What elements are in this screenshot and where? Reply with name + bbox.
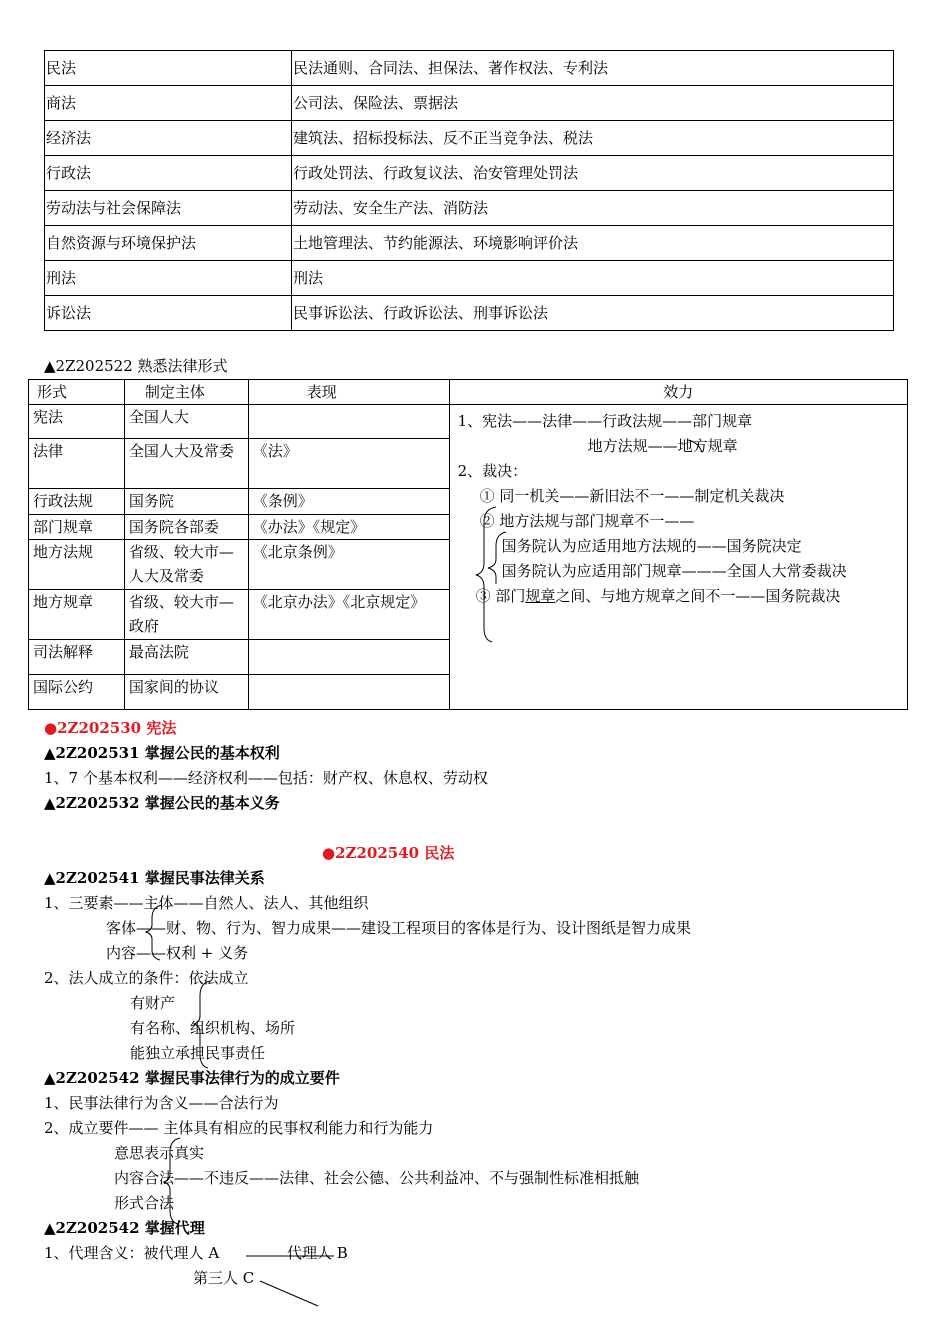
- agency-line-c: [260, 1281, 318, 1306]
- effect-line-7: 国务院认为应适用部门规章———全国人大常委裁决: [501, 562, 847, 580]
- law-category-cell: 劳动法与社会保障法: [45, 191, 292, 226]
- legal-person-brace: [194, 981, 210, 1068]
- form-cell: 法律: [29, 439, 125, 489]
- elements-brace: [146, 905, 162, 960]
- section-541-line-4: 2、法人成立的条件：依法成立: [44, 969, 249, 987]
- form-cell: 司法解释: [29, 640, 125, 675]
- section-541-heading: ▲2Z202541 掌握民事法律关系: [44, 869, 265, 887]
- effect-line-8a: ③ 部门: [475, 587, 526, 605]
- section-522-heading: ▲2Z202522 熟悉法律形式: [44, 357, 228, 375]
- law-list-cell: 公司法、保险法、票据法: [292, 86, 894, 121]
- header-effect: 效力: [449, 380, 907, 405]
- law-list-cell: 民事诉讼法、行政诉讼法、刑事诉讼法: [292, 296, 894, 331]
- validity-brace: [164, 1138, 180, 1224]
- maker-cell: 全国人大: [124, 405, 248, 439]
- law-list-cell: 民法通则、合同法、担保法、著作权法、专利法: [292, 51, 894, 86]
- third-party-c-label: 第三人 C: [193, 1269, 255, 1287]
- effect-line-1: 1、宪法——法律——行政法规——部门规章: [457, 412, 753, 430]
- form-cell: 部门规章: [29, 515, 125, 540]
- law-category-cell: 行政法: [45, 156, 292, 191]
- section-542-line-1: 1、民事法律行为含义——合法行为: [44, 1094, 279, 1112]
- section-541-line-7: 能独立承担民事责任: [130, 1044, 266, 1062]
- header-form: 形式: [29, 380, 125, 405]
- maker-cell: 全国人大及常委: [124, 439, 248, 489]
- form-cell: 地方规章: [29, 590, 125, 640]
- form-cell: 国际公约: [29, 675, 125, 710]
- maker-cell: 国务院: [124, 489, 248, 515]
- header-maker: 制定主体: [124, 380, 248, 405]
- expr-cell: 《条例》: [248, 489, 449, 515]
- maker-cell: 国务院各部委: [124, 515, 248, 540]
- section-542-line-5: 形式合法: [114, 1194, 175, 1212]
- agent-b-label: 代理人 B: [287, 1244, 348, 1262]
- maker-cell: 国家间的协议: [124, 675, 248, 710]
- effect-brace-1: [688, 440, 702, 452]
- effect-line-8b: 规章: [525, 587, 556, 605]
- section-531-line-1: 1、7 个基本权利——经济权利——包括：财产权、休息权、劳动权: [44, 769, 488, 787]
- section-541-line-5: 有财产: [130, 994, 176, 1012]
- effect-line-2: 地方法规——地方规章: [587, 437, 738, 455]
- law-list-cell: 刑法: [292, 261, 894, 296]
- effect-line-8c: 之间、与地方规章之间不一——国务院裁决: [555, 587, 841, 605]
- expr-cell: 《法》: [248, 439, 449, 489]
- expr-cell: 《北京办法》《北京规定》: [248, 590, 449, 640]
- section-542-line-4: 内容合法——不违反——法律、社会公德、公共利益冲、不与强制性标准相抵触: [114, 1169, 640, 1187]
- law-category-cell: 商法: [45, 86, 292, 121]
- section-542-heading: ▲2Z202542 掌握民事法律行为的成立要件: [44, 1069, 340, 1087]
- maker-cell: 省级、较大市—政府: [124, 590, 248, 640]
- effect-brace-3: [488, 532, 506, 584]
- section-530-heading: ●2Z202530 宪法: [44, 719, 177, 737]
- maker-cell: 省级、较大市—人大及常委: [124, 540, 248, 590]
- section-540-heading: ●2Z202540 民法: [322, 844, 455, 862]
- law-list-cell: 行政处罚法、行政复议法、治安管理处罚法: [292, 156, 894, 191]
- section-532-heading: ▲2Z202532 掌握公民的基本义务: [44, 794, 280, 812]
- section-541-line-3: 内容——权利 + 义务: [106, 944, 249, 962]
- effect-line-3: 2、裁决：: [457, 462, 528, 480]
- law-category-cell: 刑法: [45, 261, 292, 296]
- section-542-line-3: 意思表示真实: [114, 1144, 205, 1162]
- section-531-heading: ▲2Z202531 掌握公民的基本权利: [44, 744, 280, 762]
- form-cell: 地方法规: [29, 540, 125, 590]
- section-541-line-6: 有名称、组织机构、场所: [130, 1019, 296, 1037]
- effect-line-5: ② 地方法规与部门规章不一——: [479, 512, 695, 530]
- section-542b-heading: ▲2Z202542 掌握代理: [44, 1219, 205, 1237]
- law-category-cell: 经济法: [45, 121, 292, 156]
- law-category-cell: 诉讼法: [45, 296, 292, 331]
- section-542-line-2: 2、成立要件—— 主体具有相应的民事权利能力和行为能力: [44, 1119, 434, 1137]
- effect-line-6: 国务院认为应适用地方法规的——国务院决定: [501, 537, 802, 555]
- law-list-cell: 劳动法、安全生产法、消防法: [292, 191, 894, 226]
- header-expr: 表现: [248, 380, 449, 405]
- law-list-cell: 土地管理法、节约能源法、环境影响评价法: [292, 226, 894, 261]
- effect-line-4: ① 同一机关——新旧法不一——制定机关裁决: [479, 487, 785, 505]
- form-cell: 宪法: [29, 405, 125, 439]
- expr-cell: 《北京条例》: [248, 540, 449, 590]
- section-541-line-2: 客体——财、物、行为、智力成果——建设工程项目的客体是行为、设计图纸是智力成果: [106, 919, 692, 937]
- law-category-cell: 自然资源与环境保护法: [45, 226, 292, 261]
- effect-brace-2: [476, 507, 496, 642]
- form-cell: 行政法规: [29, 489, 125, 515]
- law-category-cell: 民法: [45, 51, 292, 86]
- expr-cell: 《办法》《规定》: [248, 515, 449, 540]
- maker-cell: 最高法院: [124, 640, 248, 675]
- law-list-cell: 建筑法、招标投标法、反不正当竞争法、税法: [292, 121, 894, 156]
- section-542b-line-1: 1、代理含义：被代理人 A: [44, 1244, 220, 1262]
- section-541-line-1: 1、三要素——主体——自然人、法人、其他组织: [44, 894, 369, 912]
